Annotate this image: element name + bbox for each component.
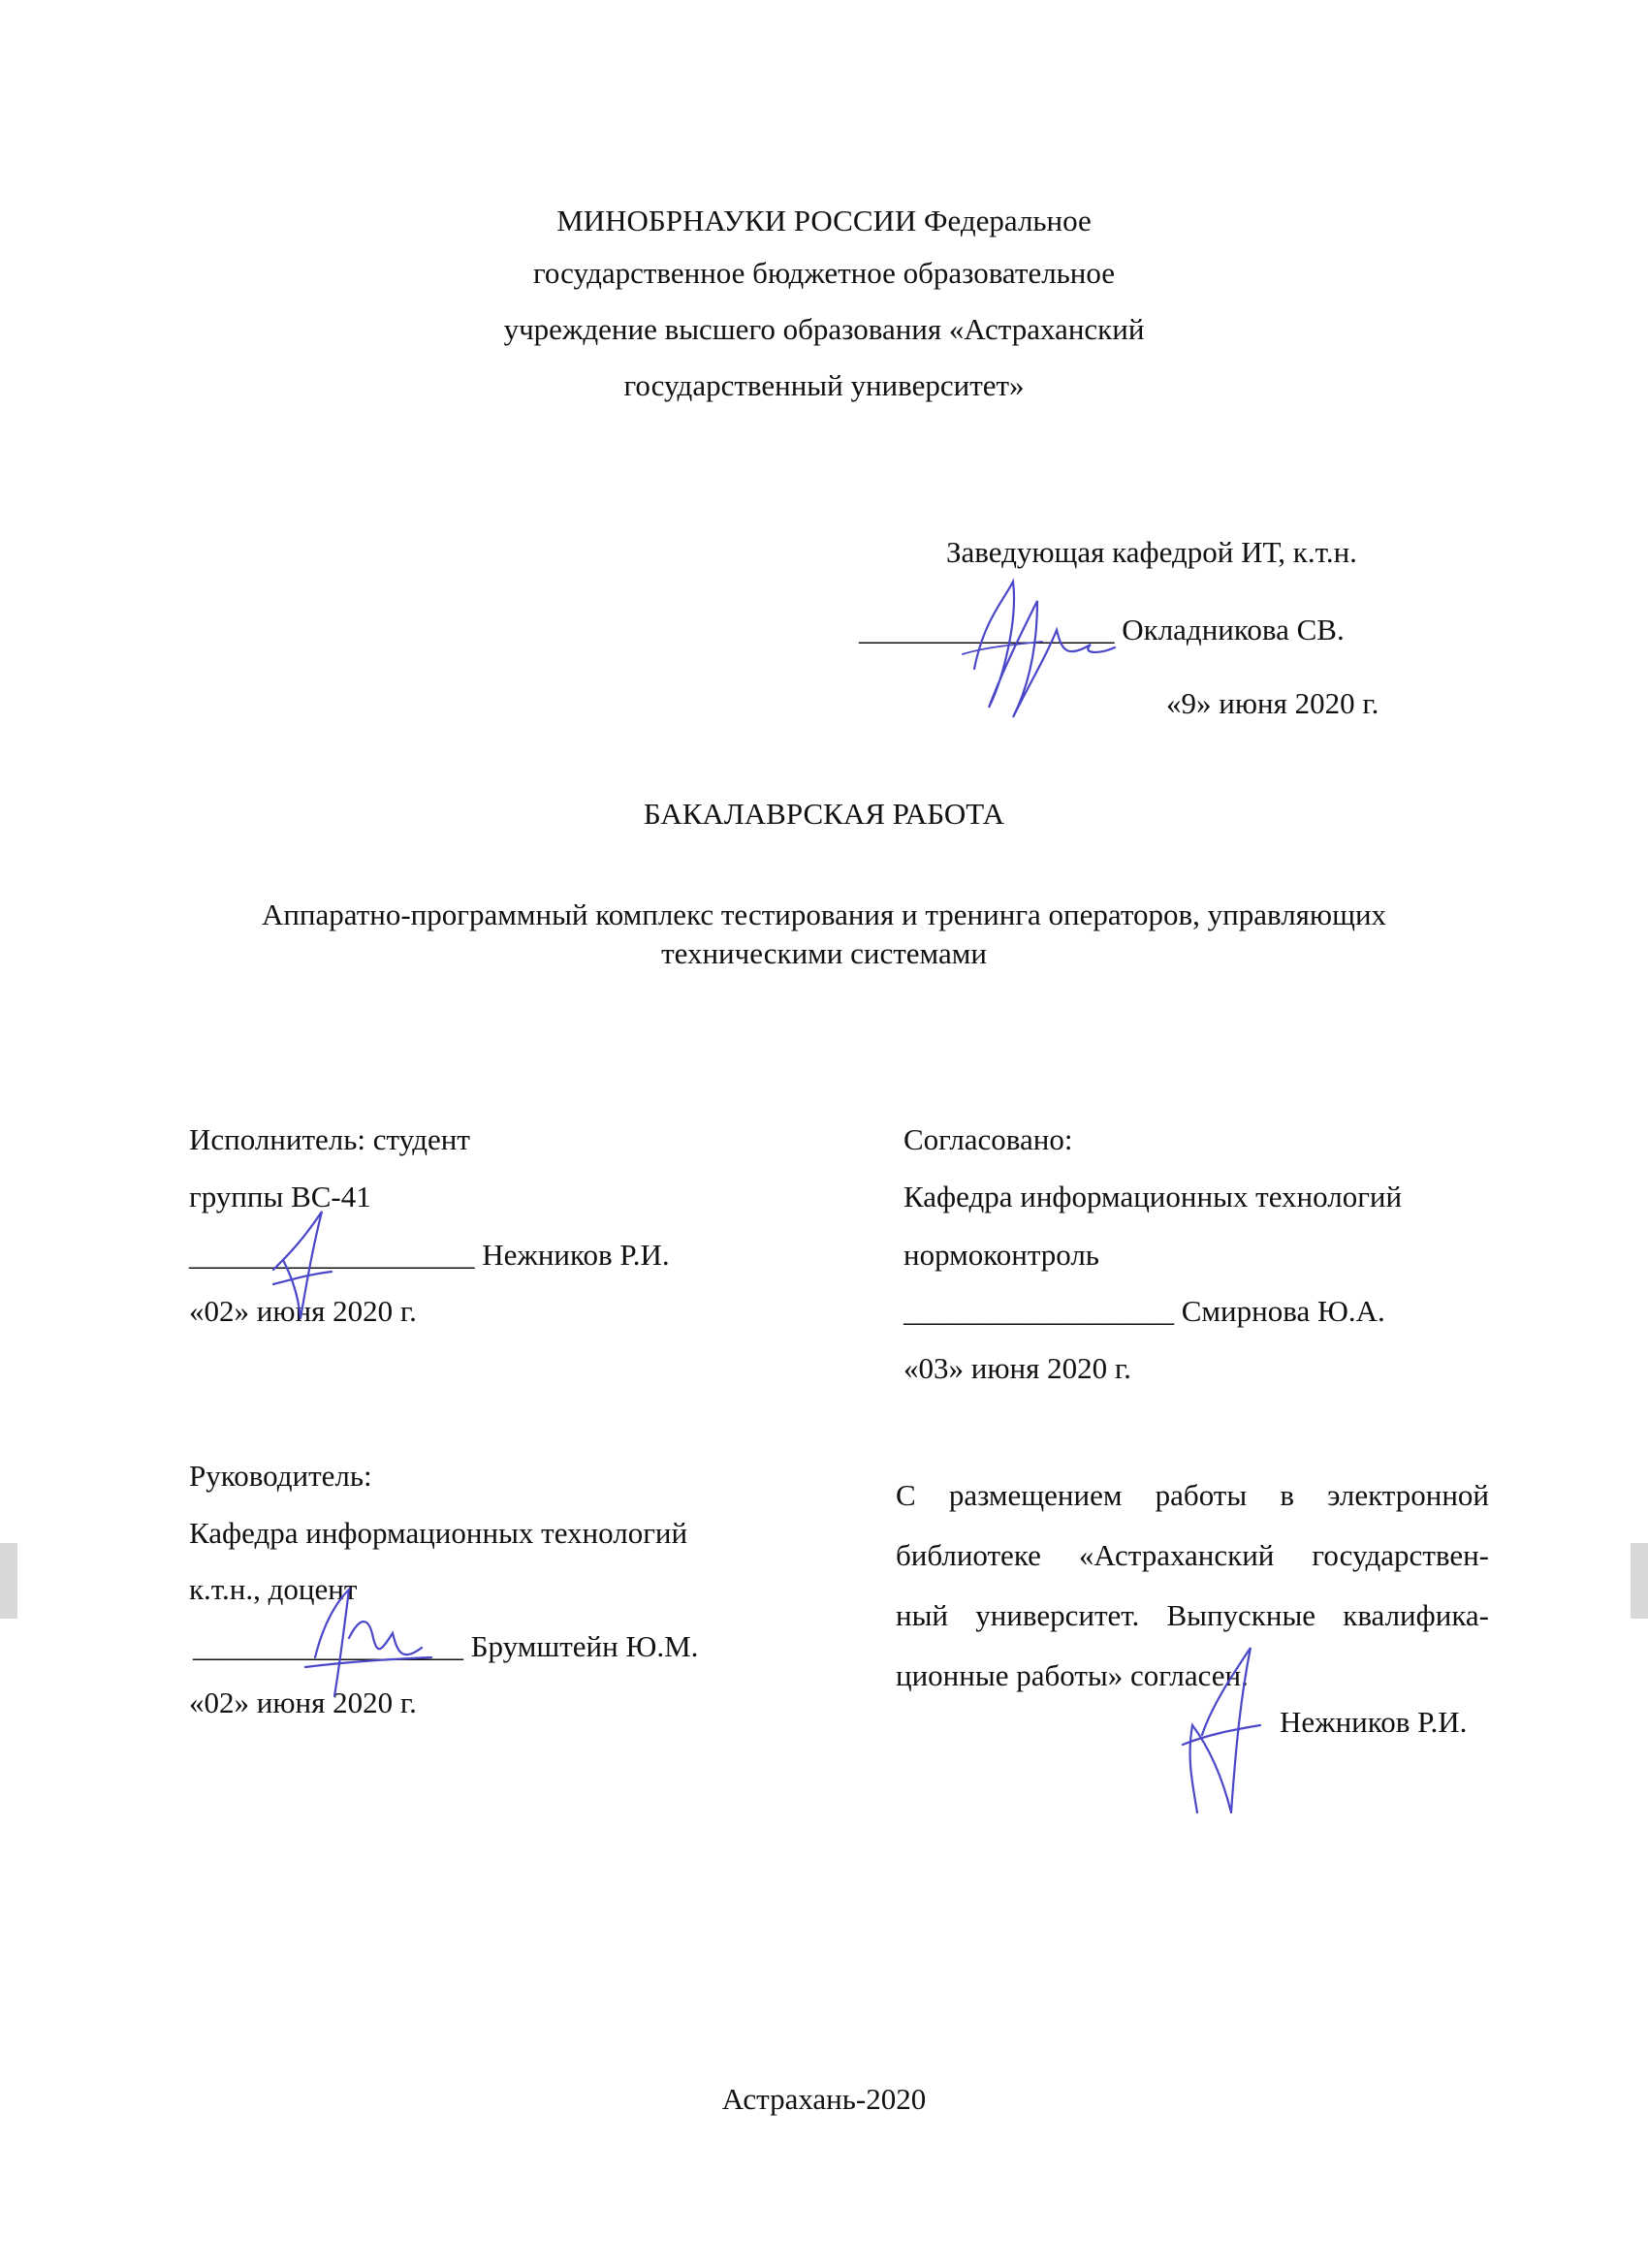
executor-sign-line: ___________________ Нежников Р.И.	[189, 1238, 670, 1272]
header-line-2: государственное бюджетное образовательное	[532, 256, 1116, 290]
executor-date: «02» июня 2020 г.	[189, 1294, 417, 1328]
consent-name: Нежников Р.И.	[1280, 1705, 1468, 1739]
work-title-line-2: техническими системами	[661, 936, 987, 970]
executor-line-2: группы ВС-41	[189, 1180, 371, 1213]
supervisor-line-2: Кафедра информационных технологий	[189, 1516, 688, 1550]
approval-role: Заведующая кафедрой ИТ, к.т.н.	[946, 535, 1357, 569]
library-consent	[896, 1465, 1489, 1706]
header-line-4: государственный университет»	[623, 368, 1025, 402]
agreed-line-1: Согласовано:	[903, 1122, 1073, 1156]
consent-line-2: библиотеке «Астраханский государствен-	[896, 1538, 1489, 1572]
agreed-sign-line: __________________ Смирнова Ю.А.	[903, 1294, 1385, 1328]
approval-date: «9» июня 2020 г.	[1166, 686, 1379, 720]
supervisor-date: «02» июня 2020 г.	[189, 1685, 417, 1719]
approval-sign-line: _________________ Окладникова СВ.	[859, 613, 1345, 646]
agreed-line-2: Кафедра информационных технологий	[903, 1180, 1403, 1213]
consent-line-4: ционные работы» согласен.	[896, 1658, 1249, 1692]
executor-line-1: Исполнитель: студент	[189, 1122, 470, 1156]
supervisor-sign-line: __________________ Брумштейн Ю.М.	[193, 1629, 699, 1663]
work-title-line-1: Аппаратно-программный комплекс тестирования и тренинга операторов, управляющих	[261, 898, 1387, 931]
header-line-3: учреждение высшего образования «Астраханский	[503, 312, 1145, 346]
supervisor-line-3: к.т.н., доцент	[189, 1572, 358, 1606]
consent-line-3: ный университет. Выпускные квалифика-	[896, 1598, 1489, 1632]
scan-edge-mark-right	[1631, 1543, 1648, 1619]
scan-edge-mark-left	[0, 1543, 17, 1619]
header-line-1: МИНОБРНАУКИ РОССИИ Федеральное	[556, 204, 1092, 237]
agreed-date: «03» июня 2020 г.	[903, 1351, 1131, 1385]
agreed-line-3: нормоконтроль	[903, 1238, 1099, 1272]
work-type: БАКАЛАВРСКАЯ РАБОТА	[643, 797, 1005, 831]
consent-line-1: С размещением работы в электронной	[896, 1478, 1489, 1512]
supervisor-line-1: Руководитель:	[189, 1459, 372, 1493]
city-year: Астрахань-2020	[721, 2082, 927, 2116]
